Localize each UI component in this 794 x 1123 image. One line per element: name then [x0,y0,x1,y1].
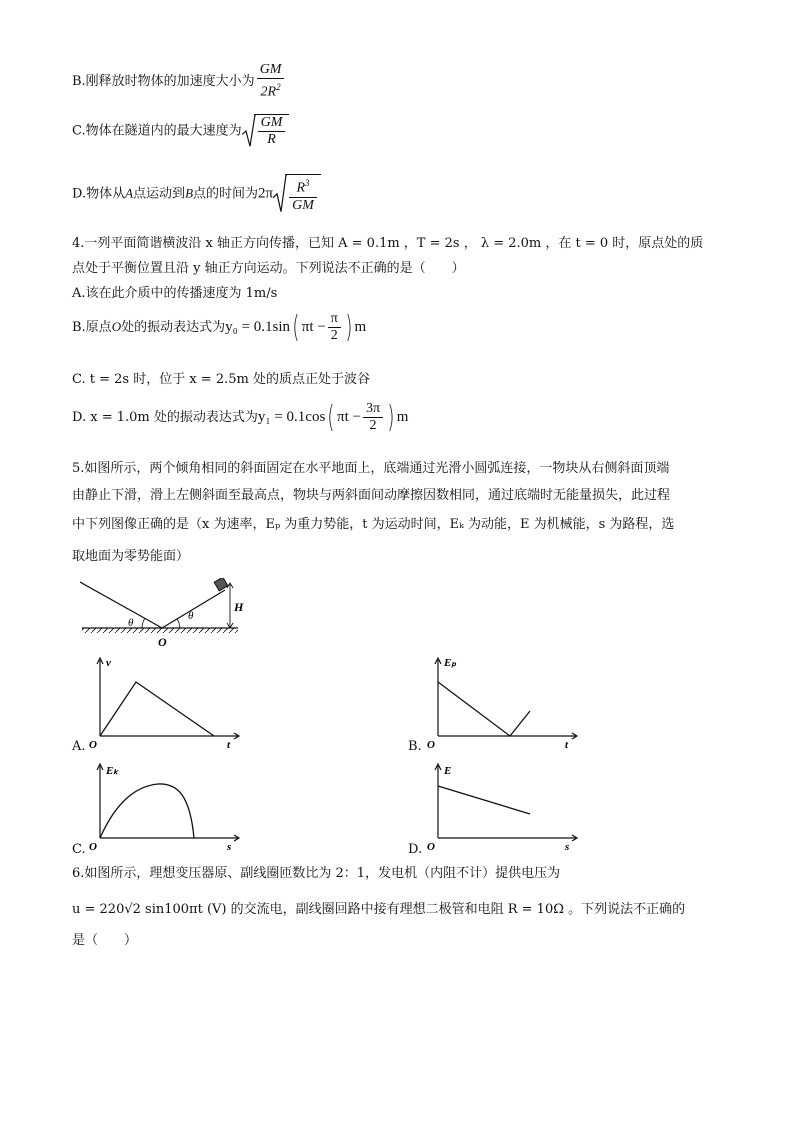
ground-hatch [82,628,238,633]
graph-a [86,656,246,748]
graph-c-xlabel: s [227,841,232,853]
q3-c-sqrt: $\frac{GM}{R}$ [242,114,290,148]
graph-a-origin: O [89,739,97,748]
graph-b-label: B. [408,739,422,754]
graph-a-ylabel: v [106,657,111,669]
q5-stem-line-2: 由静止下滑，滑上左侧斜面至最高点，物块与两斜面间动摩擦因数相同，通过底端时无能量损失，此过程 [72,488,671,503]
graph-d [424,762,584,854]
ep-t-curve [438,682,530,736]
graph-b-xlabel: t [565,739,569,748]
graph-b [424,656,584,748]
ek-s-curve [100,784,194,838]
graph-a-xlabel: t [227,739,231,748]
graph-c-label: C. [72,842,86,857]
q4-option-d: D. x = 1.0m 处的振动表达式为y₁ = 0.1cos( πt − $\frac{3\pi}{2}$ ) m [72,400,409,435]
q5-stem-line-1: 5.如图所示，两个倾角相同的斜面固定在水平地面上，底端通过光滑小圆弧连接，一物块从右侧斜面顶端 [72,461,670,476]
block-icon [214,578,228,591]
incline-figure [80,578,250,650]
left-paren: ( [327,400,335,435]
q5-stem-line-3: 中下列图像正确的是（x 为速率，Eₚ 为重力势能，t 为运动时间，Eₖ 为动能，E 为机械能，s 为路程，选 [72,517,675,532]
q4-stem-line-1: 4.一列平面简谐横波沿 x 轴正方向传播，已知 A = 0.1m ，T = 2s ， λ = 2.0m ，在 t = 0 时，原点处的质 [72,236,704,251]
left-paren: ( [292,310,300,345]
q4-stem-line-2: 点处于平衡位置且沿 y 轴正方向运动。下列说法不正确的是（ ） [72,261,465,276]
q3-option-d: D.物体从A点运动到B点的时间为2π $\frac{R^3}{GM}$ [72,174,321,214]
graph-a-label: A. [72,739,86,754]
q3-b-fraction: $\frac{GM}{2R^2}$ [257,62,285,101]
origin-label: O [158,635,167,649]
theta-right: θ [188,610,194,622]
q6-stem-line-1: 6.如图所示，理想变压器原、副线圈匝数比为 2：1，发电机（内阻不计）提供电压为 [72,866,561,881]
height-label: H [234,600,244,614]
graph-b-ylabel: Eₚ [444,657,457,669]
angle-arc-left [142,618,145,628]
q3-d-sqrt: $\frac{R^3}{GM}$ [273,174,321,214]
q6-stem-line-3: 是（ ） [72,933,138,948]
right-paren: ) [387,400,395,435]
right-paren: ) [345,310,353,345]
graph-b-origin: O [427,739,435,748]
right-incline [162,590,225,628]
angle-arc-right [177,619,180,628]
q4-option-b: B.原点O处的振动表达式为y₀ = 0.1sin( πt − $\frac{\pi}{2}$ ) m [72,310,367,345]
graph-d-label: D. [408,842,423,857]
q3-option-b: B.刚释放时物体的加速度大小为 $\frac{GM}{2R^2}$ [72,62,286,101]
graph-d-xlabel: s [565,841,570,853]
graph-c [86,762,246,854]
graph-c-ylabel: Eₖ [106,765,119,777]
left-incline [80,582,162,628]
v-t-curve [100,682,214,736]
q3-option-c: C.物体在隧道内的最大速度为 $\frac{GM}{R}$ [72,114,289,148]
e-s-curve [438,786,530,814]
q6-stem-line-2: u = 220√2 sin100πt (V) 的交流电，副线圈回路中接有理想二极管和电阻 R = 10Ω 。下列说法不正确的 [72,902,686,917]
q5-stem-line-4: 取地面为零势能面） [72,549,190,564]
q4-option-a: A.该在此介质中的传播速度为 1m/s [72,286,278,301]
graph-d-origin: O [427,841,435,853]
graph-c-origin: O [89,841,97,853]
graph-d-ylabel: E [444,765,452,777]
theta-left: θ [128,617,134,629]
q4-option-c: C. t = 2s 时，位于 x = 2.5m 处的质点正处于波谷 [72,372,370,387]
